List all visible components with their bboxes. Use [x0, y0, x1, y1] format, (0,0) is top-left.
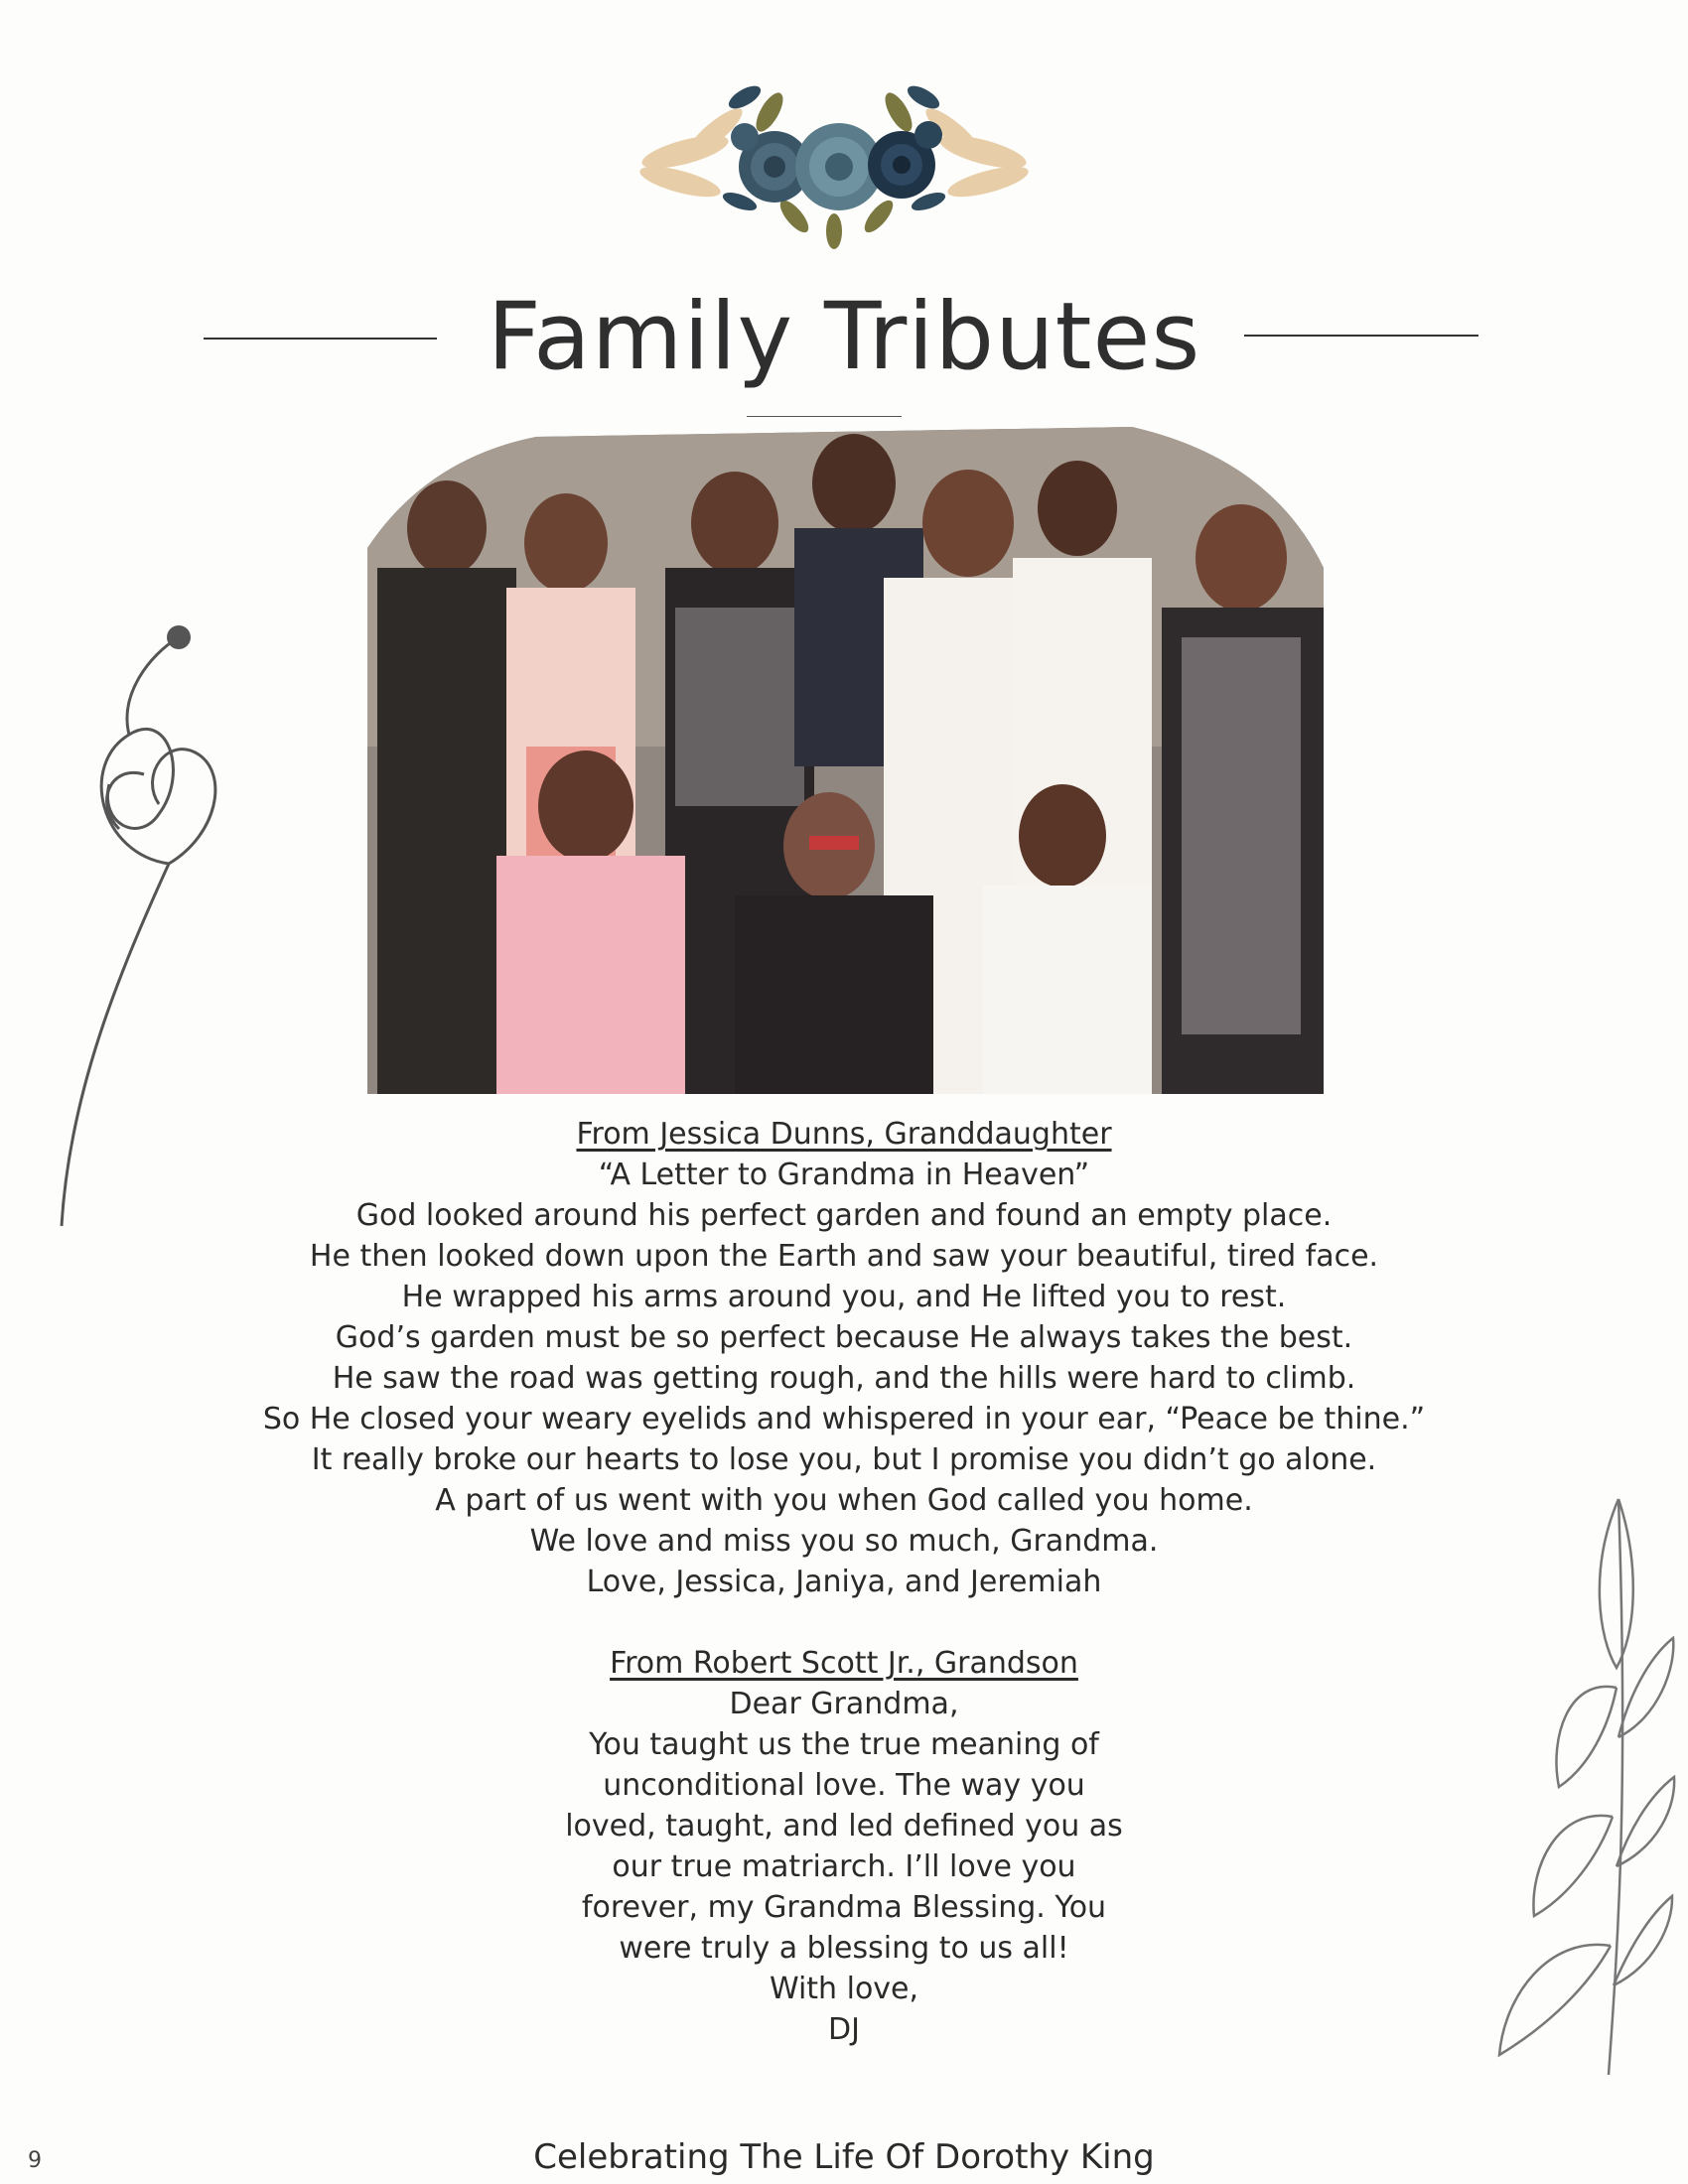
family-photo: [367, 419, 1324, 1094]
tribute2-line: DJ: [828, 2012, 860, 2047]
title-underline: [747, 416, 902, 417]
tribute1-line: God’s garden must be so perfect because He always takes the best.: [335, 1320, 1353, 1355]
title-rule-right: [1244, 335, 1478, 337]
tribute1-line: He then looked down upon the Earth and saw your beautiful, tired face.: [309, 1239, 1379, 1274]
tribute1-line: We love and miss you so much, Grandma.: [529, 1524, 1159, 1559]
tribute2-heading: From Robert Scott Jr., Grandson: [610, 1646, 1078, 1681]
tributes-text: [248, 1114, 1440, 2050]
tribute1-line: A part of us went with you when God called you home.: [435, 1483, 1253, 1518]
footer-text: Celebrating The Life Of Dorothy King: [533, 2137, 1155, 2177]
tribute2-line: loved, taught, and led defined you as: [565, 1809, 1123, 1843]
tribute2-line: were truly a blessing to us all!: [619, 1931, 1069, 1966]
title-row: [0, 283, 1688, 412]
tribute1-heading: From Jessica Dunns, Granddaughter: [576, 1117, 1112, 1152]
tribute2-line: With love,: [769, 1972, 919, 2006]
tribute2-line: forever, my Grandma Blessing. You: [581, 1890, 1107, 1925]
page-number: 9: [28, 2148, 42, 2173]
floral-bouquet-icon: [626, 58, 1043, 256]
tribute1-line: So He closed your weary eyelids and whispered in your ear, “Peace be thine.”: [262, 1402, 1426, 1436]
section-spacer: [248, 1602, 1440, 1643]
tribute1-line: God looked around his perfect garden and found an empty place.: [355, 1198, 1333, 1233]
tribute1-line: It really broke our hearts to lose you, but I promise you didn’t go alone.: [311, 1442, 1377, 1477]
flower-sprig-icon: [40, 615, 238, 1231]
leaf-sprig-icon: [1489, 1489, 1678, 2085]
tribute2-line: Dear Grandma,: [729, 1687, 959, 1721]
tribute2-line: You taught us the true meaning of: [589, 1727, 1099, 1762]
tribute1-line: He wrapped his arms around you, and He lifted you to rest.: [401, 1280, 1287, 1314]
tribute1-line: Love, Jessica, Janiya, and Jeremiah: [586, 1565, 1102, 1599]
tribute2-line: unconditional love. The way you: [603, 1768, 1085, 1803]
tribute1-line: He saw the road was getting rough, and the hills were hard to climb.: [332, 1361, 1356, 1396]
page-title: Family Tributes: [487, 283, 1201, 391]
title-rule-left: [204, 338, 437, 340]
tribute1-line: “A Letter to Grandma in Heaven”: [598, 1158, 1090, 1192]
tribute2-line: our true matriarch. I’ll love you: [612, 1849, 1076, 1884]
